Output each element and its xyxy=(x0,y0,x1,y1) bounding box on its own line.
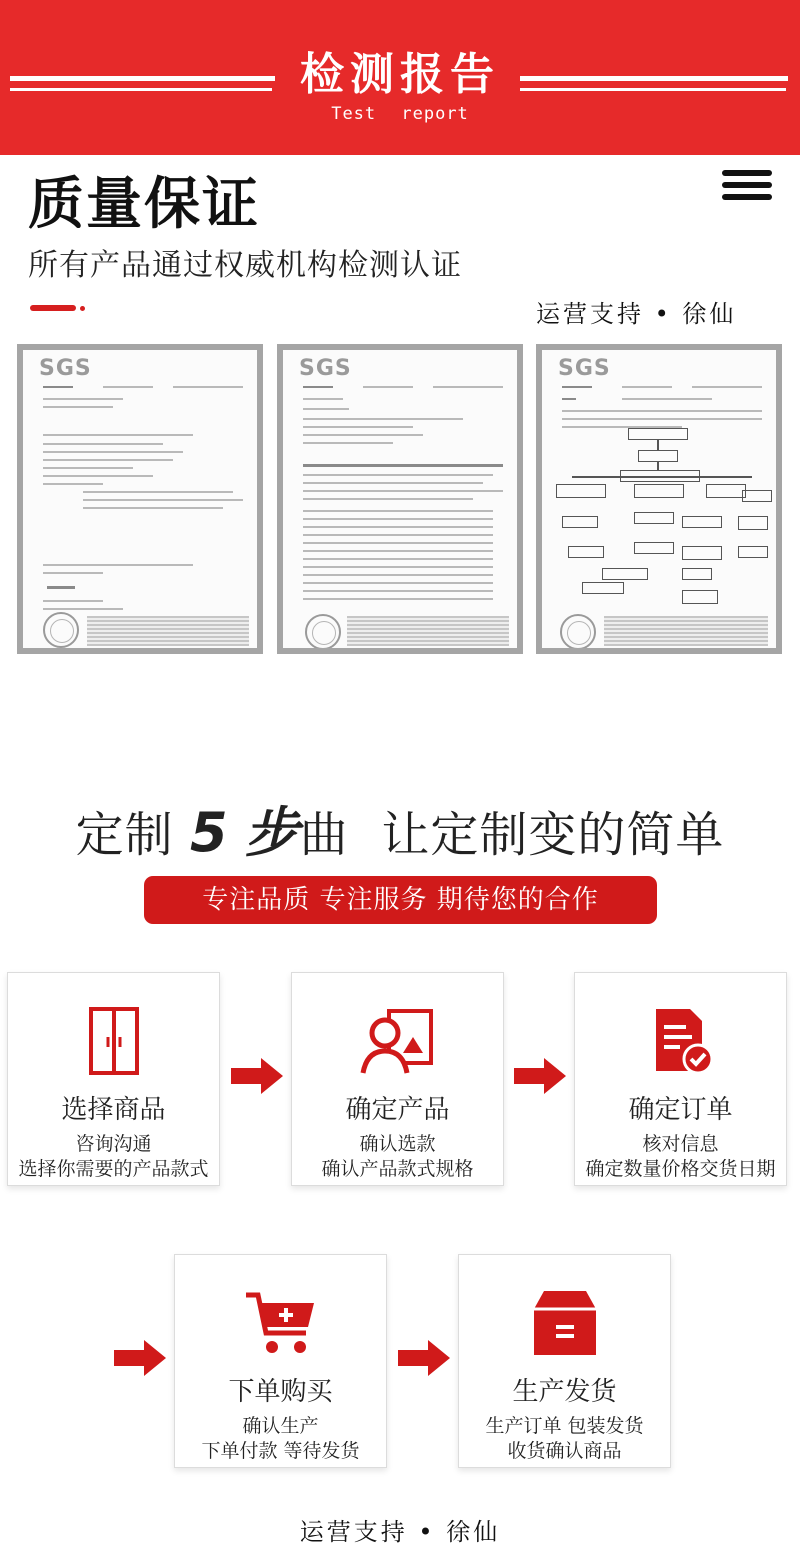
step-title: 确定订单 xyxy=(628,1095,733,1125)
step-line-1: 确认选款 xyxy=(359,1133,436,1155)
slogan-banner: 专注品质 专注服务 期待您的合作 xyxy=(144,876,657,924)
wardrobe-icon xyxy=(75,1007,153,1075)
quality-title: 质量保证 xyxy=(28,172,260,237)
right-arrow-icon xyxy=(231,1058,283,1094)
step-line-1: 核对信息 xyxy=(642,1133,719,1155)
right-arrow-icon xyxy=(398,1340,450,1376)
footer-support-credit: 运营支持 • 徐仙 xyxy=(299,1518,501,1546)
step-line-1: 确认生产 xyxy=(242,1415,319,1437)
step-title: 生产发货 xyxy=(512,1377,617,1407)
right-arrow-icon xyxy=(514,1058,566,1094)
customize-title-suffix: 曲 让定制变的简单 xyxy=(299,807,725,863)
right-arrow-icon xyxy=(114,1340,166,1376)
order-check-icon xyxy=(642,1007,720,1075)
step-line-1: 咨询沟通 xyxy=(75,1133,152,1155)
step-title: 下单购买 xyxy=(228,1377,333,1407)
cart-add-icon xyxy=(242,1289,320,1357)
support-credit: 运营支持 • 徐仙 xyxy=(536,300,737,328)
customize-title-step: 步 xyxy=(244,800,300,864)
step-card-ship xyxy=(458,1254,671,1468)
certificate-image-3 xyxy=(536,344,782,654)
banner-subtitle: Test report xyxy=(331,104,469,124)
sgs-logo: SGS xyxy=(558,356,611,381)
step-card-select-product xyxy=(7,972,220,1186)
step-line-1: 生产订单 包装发货 xyxy=(485,1415,644,1437)
accent-dash xyxy=(30,305,76,311)
step-line-2: 选择你需要的产品款式 xyxy=(18,1158,209,1180)
customize-title-number: 5 xyxy=(189,801,229,864)
package-box-icon xyxy=(526,1289,604,1357)
header-banner xyxy=(0,0,800,155)
step-card-place-order xyxy=(174,1254,387,1468)
hamburger-menu-icon[interactable] xyxy=(722,170,772,204)
certificate-image-2 xyxy=(277,344,523,654)
step-title: 确定产品 xyxy=(345,1095,450,1125)
sgs-seal-icon xyxy=(43,612,79,648)
certificate-image-1 xyxy=(17,344,263,654)
sgs-seal-icon xyxy=(560,614,596,648)
accent-dot xyxy=(80,306,85,311)
step-line-2: 确认产品款式规格 xyxy=(321,1158,474,1180)
sgs-logo: SGS xyxy=(299,356,352,381)
step-line-2: 确定数量价格交货日期 xyxy=(585,1158,776,1180)
step-title: 选择商品 xyxy=(61,1095,166,1125)
user-picture-icon xyxy=(359,1007,437,1075)
quality-subtitle: 所有产品通过权威机构检测认证 xyxy=(28,248,462,283)
step-line-2: 下单付款 等待发货 xyxy=(201,1440,360,1462)
step-card-confirm-product xyxy=(291,972,504,1186)
sgs-seal-icon xyxy=(305,614,341,648)
banner-title: 检测报告 xyxy=(300,49,500,100)
step-card-confirm-order xyxy=(574,972,787,1186)
customize-title-prefix: 定制 xyxy=(75,807,174,863)
customize-title xyxy=(0,790,800,867)
sgs-logo: SGS xyxy=(39,356,92,381)
step-line-2: 收货确认商品 xyxy=(507,1440,622,1462)
